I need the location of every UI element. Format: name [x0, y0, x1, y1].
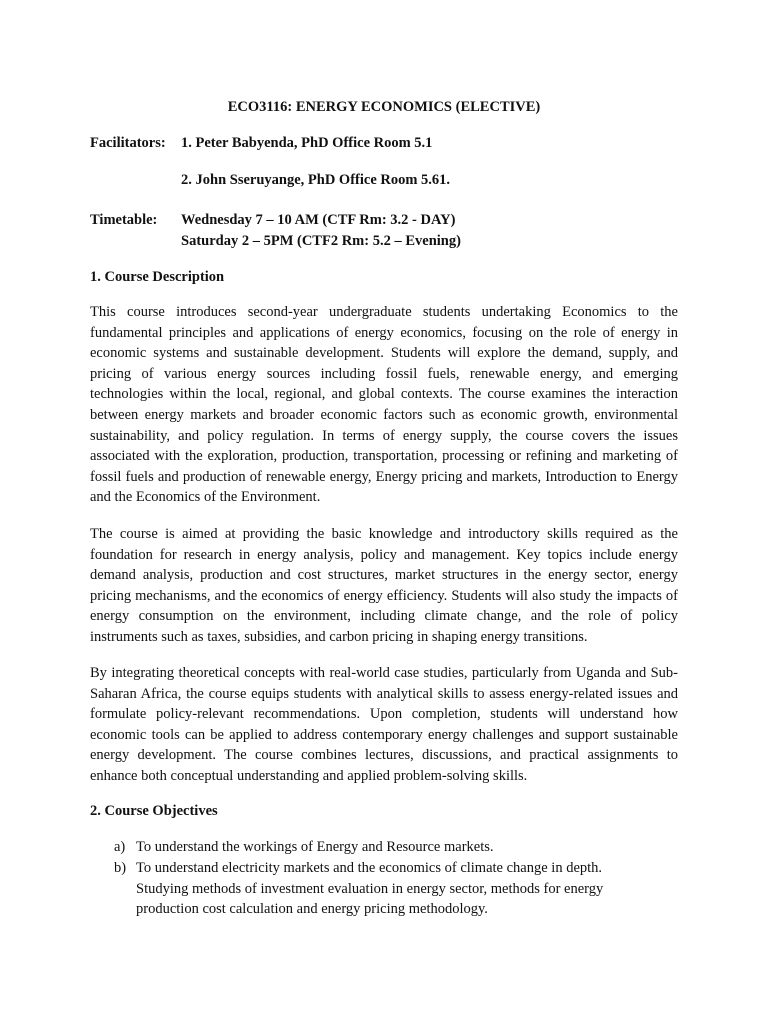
course-description-paragraph-1: This course introduces second-year undergraduate students undertaking Economics to the fundamental principles and applications of energy economics, focusing on the role of energy in economic systems and sustainable development. Students will explore the demand, supply, and pricing of various energy sources including fossil fuels, renewable energy, and emerging technologies within the local, regional, and global contexts. The course examines the interaction between energy markets and broader economic factors such as economic growth, environmental sustainability, and policy regulation. In terms of energy supply, the course covers the issues associated with the exploration, production, transportation, processing or refining and marketing of fossil fuels and production of renewable energy, Energy pricing and markets, Introduction to Energy and the Economics of the Environment. [90, 304, 678, 506]
facilitator-2: 2. John Sseruyange, PhD Office Room 5.61. [181, 172, 451, 188]
course-description-paragraph-3: By integrating theoretical concepts with real-world case studies, particularly from Uganda and Sub-Saharan Africa, the course equips students with analytical skills to assess energy-related issues and formulate policy-relevant recommendations. Upon completion, students will understand how economic tools can be applied to address contemporary energy challenges and support sustainable energy development. The course combines lectures, discussions, and practical assignments to enhance both conceptual understanding and applied problem-solving skills. [90, 665, 678, 784]
timetable-label: Timetable: [90, 212, 158, 228]
timetable-slot-1: Wednesday 7 – 10 AM (CTF Rm: 3.2 - DAY) [181, 212, 456, 228]
section-heading-course-objectives: 2. Course Objectives [90, 803, 218, 819]
objective-text: To understand electricity markets and the economics of climate change in depth. Studying methods of investment evaluation in energy sector, methods for energy production cost calculation and energy pricing methodology. [136, 860, 604, 918]
objective-item [114, 858, 634, 920]
facilitator-1: 1. Peter Babyenda, PhD Office Room 5.1 [181, 135, 433, 151]
timetable-slot-2: Saturday 2 – 5PM (CTF2 Rm: 5.2 – Evening) [181, 233, 461, 249]
document-title: ECO3116: ENERGY ECONOMICS (ELECTIVE) [227, 99, 541, 115]
objective-item [114, 837, 634, 858]
objective-marker: a) [114, 839, 126, 855]
course-description-paragraph-2: The course is aimed at providing the basic knowledge and introductory skills required as the foundation for research in energy analysis, policy and management. Key topics include energy demand analysis, production and cost structures, market structures in the energy sector, energy pricing mechanisms, and the economics of energy efficiency. Students will also study the impacts of energy consumption on the environment, including climate change, and the role of policy instruments such as taxes, subsidies, and carbon pricing in shaping energy transitions. [90, 526, 678, 645]
section-heading-course-description: 1. Course Description [90, 269, 225, 285]
objective-text: To understand the workings of Energy and Resource markets. [136, 839, 494, 855]
facilitators-label: Facilitators: [90, 135, 166, 151]
objective-marker: b) [114, 860, 127, 876]
